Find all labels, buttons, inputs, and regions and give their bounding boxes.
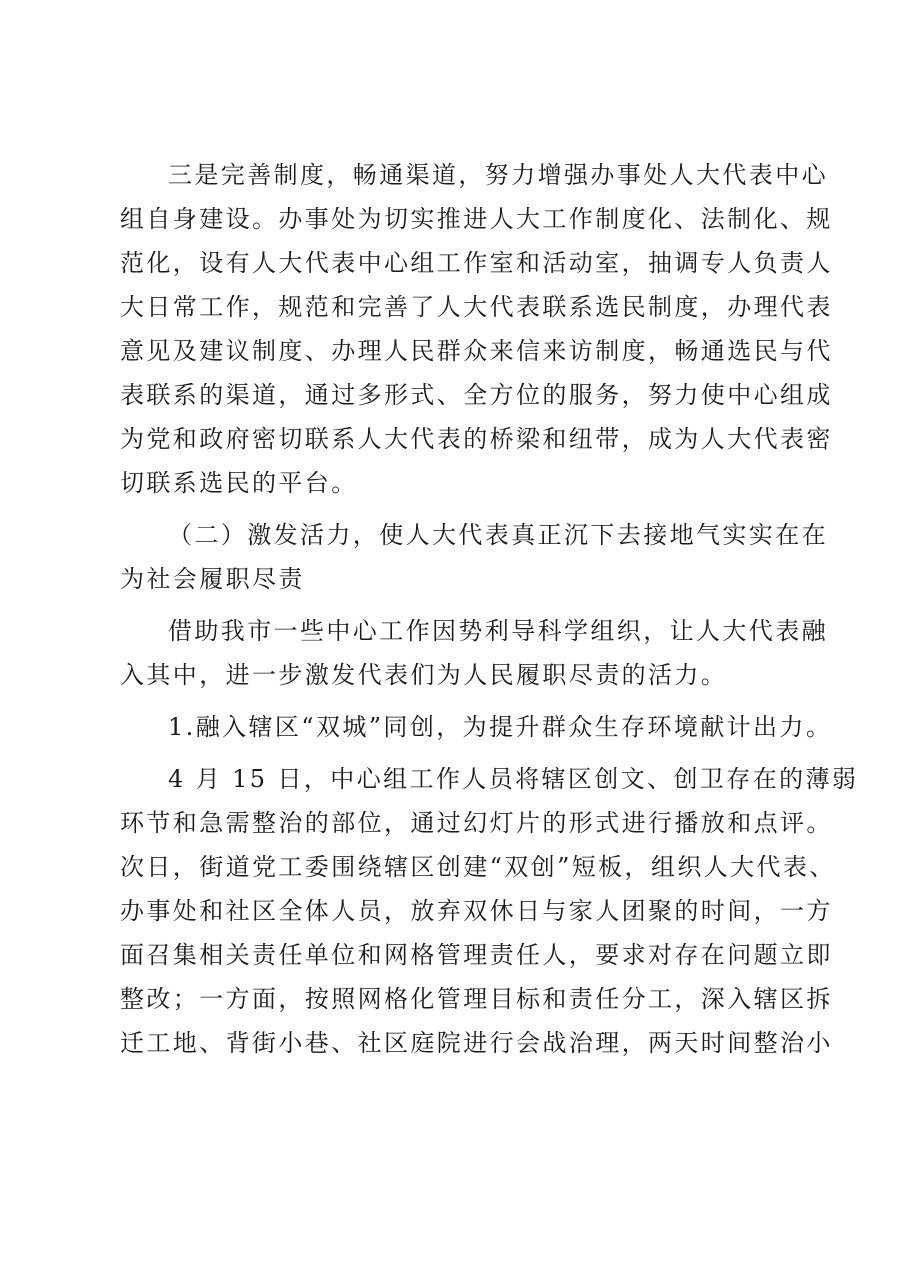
paragraph-line: 整改；一方面，按照网格化管理目标和责任分工，深入辖区拆 (120, 985, 833, 1013)
paragraph-line: 借助我市一些中心工作因势利导科学组织，让人大代表融 (168, 617, 828, 645)
paragraph-line: 大日常工作，规范和完善了人大代表联系选民制度，办理代表 (120, 293, 833, 321)
paragraph-line: 次日，街道党工委围绕辖区创建“双创”短板，组织人大代表、 (120, 853, 836, 881)
paragraph-line: 三是完善制度，畅通渠道，努力增强办事处人大代表中心 (168, 161, 828, 189)
paragraph-line: 表联系的渠道，通过多形式、全方位的服务，努力使中心组成 (120, 381, 833, 409)
paragraph-line: 迁工地、背街小巷、社区庭院进行会战治理，两天时间整治小 (120, 1029, 833, 1057)
heading-line: （二）激发活力，使人大代表真正沉下去接地气实实在在 (168, 521, 828, 549)
paragraph-1 (120, 153, 833, 505)
paragraph-line: 切联系选民的平台。 (120, 469, 358, 497)
list-item-1 (120, 705, 833, 749)
paragraph-line: 范化，设有人大代表中心组工作室和活动室，抽调专人负责人 (120, 249, 833, 277)
paragraph-line: 环节和急需整治的部位，通过幻灯片的形式进行播放和点评。 (120, 809, 833, 837)
paragraph-line: 4 月 15 日，中心组工作人员将辖区创文、创卫存在的薄弱 (168, 765, 859, 793)
paragraph-line: 办事处和社区全体人员，放弃双休日与家人团聚的时间，一方 (120, 897, 833, 925)
paragraph-line: 组自身建设。办事处为切实推进人大工作制度化、法制化、规 (120, 205, 833, 233)
paragraph-line: 为党和政府密切联系人大代表的桥梁和纽带，成为人大代表密 (120, 425, 833, 453)
heading-line: 为社会履职尽责 (120, 565, 305, 593)
document-body (120, 153, 859, 1065)
paragraph-line: 入其中，进一步激发代表们为人民履职尽责的活力。 (120, 661, 728, 689)
paragraph-line: 意见及建议制度、办理人民群众来信来访制度，畅通选民与代 (120, 337, 833, 365)
paragraph-3 (120, 609, 828, 697)
paragraph-5 (120, 757, 859, 1065)
section-heading-2 (120, 513, 828, 601)
paragraph-line: 面召集相关责任单位和网格管理责任人，要求对存在问题立即 (120, 941, 833, 969)
list-item-line: 1.融入辖区“双城”同创，为提升群众生存环境献计出力。 (168, 713, 833, 741)
